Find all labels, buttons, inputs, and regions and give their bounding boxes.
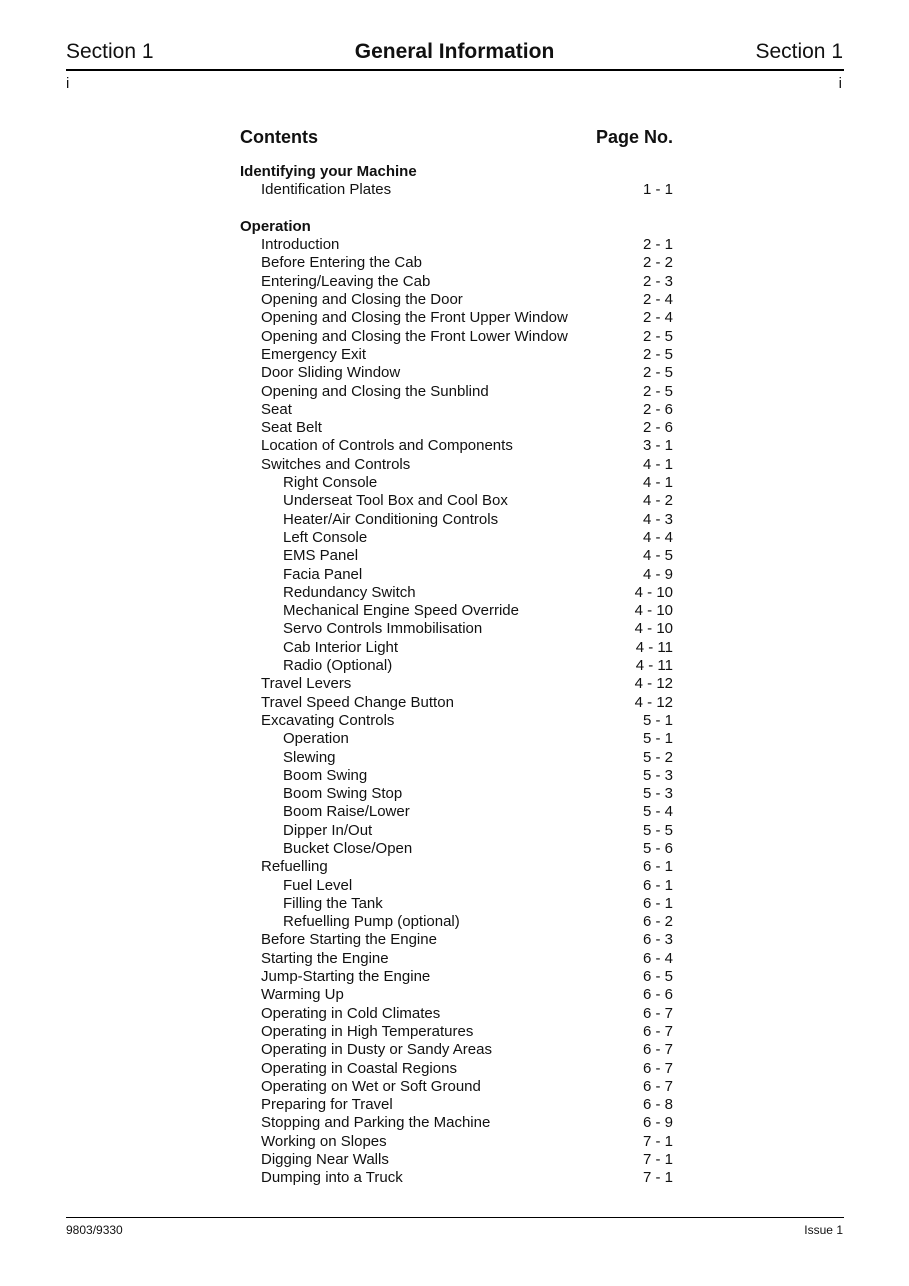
toc-entry <box>240 511 673 529</box>
toc-header <box>240 123 673 153</box>
toc-entry <box>240 456 673 474</box>
toc-entry-label: Digging Near Walls <box>261 1151 389 1169</box>
toc-entry-page: 2 - 6 <box>642 400 673 418</box>
toc-entry-page: 5 - 6 <box>642 839 673 857</box>
toc-entry <box>240 694 673 712</box>
toc-entry-page: 4 - 1 <box>642 455 673 473</box>
toc-entry-label: Refuelling <box>261 858 328 876</box>
toc-entry <box>240 346 673 364</box>
toc-entry-label: Travel Levers <box>261 675 352 693</box>
header-section-right: Section 1 <box>755 40 843 63</box>
toc-entry-label: Before Entering the Cab <box>261 254 422 272</box>
toc-entry-label: Heater/Air Conditioning Controls <box>283 510 499 528</box>
toc-entry <box>240 1005 673 1023</box>
toc-entry-page: 6 - 1 <box>642 876 673 894</box>
toc-entry <box>240 858 673 876</box>
toc-entry <box>240 895 673 913</box>
toc-entry-page: 4 - 4 <box>642 528 673 546</box>
toc-entry-label: Servo Controls Immobilisation <box>283 620 483 638</box>
toc-entry-label: Warming Up <box>261 986 344 1004</box>
toc-entry-page: 6 - 1 <box>642 858 673 876</box>
toc-entry-page: 4 - 12 <box>634 675 673 693</box>
toc-entry <box>240 822 673 840</box>
page-number-right: i <box>838 75 842 92</box>
toc-entry-page: 6 - 8 <box>642 1096 673 1114</box>
toc-entry-page: 4 - 10 <box>634 602 673 620</box>
toc-entry <box>240 1096 673 1114</box>
toc-entry-page: 2 - 3 <box>642 272 673 290</box>
toc-entry-label: Fuel Level <box>283 876 353 894</box>
page-number-left: i <box>66 75 70 92</box>
toc-entry-label: Switches and Controls <box>261 455 411 473</box>
toc-entry <box>240 1114 673 1132</box>
toc-entry <box>240 1151 673 1169</box>
toc-entry-label: Opening and Closing the Front Lower Window <box>261 327 568 345</box>
toc-entry-label: Refuelling Pump (optional) <box>283 913 460 931</box>
toc-entry-page: 6 - 7 <box>642 1004 673 1022</box>
toc-entry-page: 3 - 1 <box>642 437 673 455</box>
toc-entry <box>240 803 673 821</box>
toc-entry-label: Redundancy Switch <box>283 583 416 601</box>
toc-entry-label: Operating on Wet or Soft Ground <box>261 1077 481 1095</box>
toc-entry-page: 4 - 5 <box>642 547 673 565</box>
toc-entry <box>240 401 673 419</box>
toc-entry-page: 6 - 3 <box>642 931 673 949</box>
toc-entry <box>240 328 673 346</box>
toc-entry-label: Door Sliding Window <box>261 364 401 382</box>
toc-list <box>240 163 673 1188</box>
toc-entry-page: 2 - 1 <box>642 236 673 254</box>
toc-spacer <box>240 200 673 218</box>
toc-entry <box>240 620 673 638</box>
toc-entry-label: Mechanical Engine Speed Override <box>283 602 519 620</box>
toc-entry-label: Left Console <box>283 528 368 546</box>
toc-entry-label: Location of Controls and Components <box>261 437 513 455</box>
toc-entry <box>240 273 673 291</box>
toc-entry <box>240 986 673 1004</box>
toc-entry-page: 4 - 9 <box>642 565 673 583</box>
toc-entry-page: 7 - 1 <box>642 1169 673 1187</box>
toc-entry <box>240 877 673 895</box>
toc-entry <box>240 602 673 620</box>
toc-entry-label: Slewing <box>283 748 336 766</box>
toc-entry-page: 2 - 4 <box>642 309 673 327</box>
toc-entry-label: Before Starting the Engine <box>261 931 437 949</box>
toc-entry-page: 2 - 6 <box>642 419 673 437</box>
toc-entry <box>240 309 673 327</box>
toc-entry-label: Seat <box>261 400 292 418</box>
toc-entry-label: Operating in Cold Climates <box>261 1004 441 1022</box>
toc-entry <box>240 639 673 657</box>
toc-entry <box>240 437 673 455</box>
toc-entry-page: 4 - 10 <box>634 583 673 601</box>
toc-entry-label: Operation <box>283 730 349 748</box>
toc-entry-page: 6 - 7 <box>642 1022 673 1040</box>
toc-entry <box>240 913 673 931</box>
toc-entry-label: Opening and Closing the Front Upper Window <box>261 309 568 327</box>
footer-rule <box>66 1217 844 1218</box>
toc-entry-page: 2 - 5 <box>642 345 673 363</box>
toc-entry <box>240 254 673 272</box>
toc-entry <box>240 931 673 949</box>
toc-entry-page: 6 - 5 <box>642 968 673 986</box>
toc-entry-label: Travel Speed Change Button <box>261 693 454 711</box>
toc-entry-label: Right Console <box>283 474 378 492</box>
toc-entry-label: Operating in Dusty or Sandy Areas <box>261 1041 492 1059</box>
toc-entry-label: Boom Swing <box>283 766 368 784</box>
toc-entry-label: Identification Plates <box>261 181 392 199</box>
toc-entry-label: EMS Panel <box>283 547 359 565</box>
header-section-left: Section 1 <box>66 40 154 63</box>
toc-entry-label: Excavating Controls <box>261 711 395 729</box>
toc-entry <box>240 730 673 748</box>
toc-entry-page: 6 - 7 <box>642 1041 673 1059</box>
toc-entry-label: Seat Belt <box>261 419 322 437</box>
toc-entry <box>240 419 673 437</box>
toc-entry-page: 2 - 2 <box>642 254 673 272</box>
toc-entry-page: 5 - 2 <box>642 748 673 766</box>
toc-entry <box>240 675 673 693</box>
toc-entry-page: 2 - 5 <box>642 327 673 345</box>
toc-entry <box>240 840 673 858</box>
table-of-contents <box>240 123 673 1187</box>
toc-entry <box>240 767 673 785</box>
toc-entry-label: Cab Interior Light <box>283 638 399 656</box>
toc-entry-page: 4 - 10 <box>634 620 673 638</box>
toc-entry-label: Underseat Tool Box and Cool Box <box>283 492 508 510</box>
toc-entry <box>240 785 673 803</box>
toc-page-heading: Page No. <box>595 127 673 147</box>
toc-entry-page: 7 - 1 <box>642 1132 673 1150</box>
toc-entry-page: 4 - 11 <box>635 657 673 675</box>
toc-entry-page: 6 - 4 <box>642 949 673 967</box>
toc-entry-label: Jump-Starting the Engine <box>261 968 431 986</box>
toc-section-heading <box>240 163 673 181</box>
page-title: General Information <box>354 40 555 63</box>
toc-entry <box>240 291 673 309</box>
toc-entry <box>240 547 673 565</box>
toc-entry-label: Radio (Optional) <box>283 657 393 675</box>
toc-entry <box>240 181 673 199</box>
toc-entry-label: Operating in High Temperatures <box>261 1022 474 1040</box>
toc-entry <box>240 566 673 584</box>
toc-entry-label: Starting the Engine <box>261 949 389 967</box>
toc-entry-label: Working on Slopes <box>261 1132 387 1150</box>
toc-entry-label: Identifying your Machine <box>240 163 417 180</box>
toc-section-heading <box>240 218 673 236</box>
toc-entry-label: Boom Swing Stop <box>283 785 403 803</box>
toc-entry <box>240 383 673 401</box>
toc-entry <box>240 529 673 547</box>
toc-entry-label: Dumping into a Truck <box>261 1169 403 1187</box>
toc-heading: Contents <box>240 127 318 147</box>
toc-entry <box>240 474 673 492</box>
toc-entry <box>240 1060 673 1078</box>
toc-entry-page: 5 - 5 <box>642 821 673 839</box>
toc-entry-page: 2 - 5 <box>642 364 673 382</box>
toc-entry <box>240 657 673 675</box>
toc-entry-label: Operating in Coastal Regions <box>261 1059 457 1077</box>
toc-entry-page: 6 - 9 <box>642 1114 673 1132</box>
toc-entry <box>240 492 673 510</box>
toc-entry-page: 7 - 1 <box>642 1151 673 1169</box>
toc-entry <box>240 950 673 968</box>
toc-entry-page: 2 - 5 <box>642 382 673 400</box>
toc-entry <box>240 364 673 382</box>
toc-entry-page: 5 - 3 <box>642 766 673 784</box>
header-rule <box>66 69 844 71</box>
toc-entry-label: Introduction <box>261 236 340 254</box>
toc-entry-page: 4 - 3 <box>642 510 673 528</box>
toc-entry-page: 2 - 4 <box>642 291 673 309</box>
toc-entry-page: 1 - 1 <box>642 181 673 199</box>
toc-entry-page: 6 - 7 <box>642 1059 673 1077</box>
toc-entry-page: 5 - 1 <box>642 711 673 729</box>
toc-entry <box>240 712 673 730</box>
toc-entry-page: 6 - 2 <box>642 913 673 931</box>
toc-entry <box>240 1133 673 1151</box>
toc-entry <box>240 1078 673 1096</box>
toc-entry-label: Filling the Tank <box>283 894 383 912</box>
toc-entry-page: 5 - 1 <box>642 730 673 748</box>
toc-entry-page: 5 - 3 <box>642 785 673 803</box>
toc-entry-page: 4 - 2 <box>642 492 673 510</box>
toc-entry-label: Preparing for Travel <box>261 1096 393 1114</box>
toc-entry <box>240 1023 673 1041</box>
toc-entry-page: 6 - 7 <box>642 1077 673 1095</box>
toc-entry <box>240 749 673 767</box>
toc-entry-page: 6 - 6 <box>642 986 673 1004</box>
toc-entry-label: Operation <box>240 217 311 235</box>
toc-entry-page: 4 - 1 <box>642 474 673 492</box>
toc-entry-label: Entering/Leaving the Cab <box>261 272 431 290</box>
toc-entry <box>240 1169 673 1187</box>
toc-entry-page: 4 - 11 <box>635 638 673 656</box>
toc-entry-label: Opening and Closing the Door <box>261 291 463 309</box>
toc-entry <box>240 968 673 986</box>
toc-entry-label: Emergency Exit <box>261 345 367 363</box>
toc-entry-page: 6 - 1 <box>642 894 673 912</box>
toc-entry-label: Bucket Close/Open <box>283 839 413 857</box>
toc-entry-label: Dipper In/Out <box>283 821 373 839</box>
toc-entry <box>240 584 673 602</box>
toc-entry-label: Boom Raise/Lower <box>283 803 410 821</box>
footer-document-number: 9803/9330 <box>66 1223 123 1237</box>
toc-entry-page: 4 - 12 <box>634 693 673 711</box>
toc-entry-label: Opening and Closing the Sunblind <box>261 382 489 400</box>
toc-entry-page: 5 - 4 <box>642 803 673 821</box>
footer-issue: Issue 1 <box>804 1223 843 1237</box>
toc-entry-label: Stopping and Parking the Machine <box>261 1114 491 1132</box>
toc-entry-label: Facia Panel <box>283 565 363 583</box>
toc-entry <box>240 1041 673 1059</box>
toc-entry <box>240 236 673 254</box>
